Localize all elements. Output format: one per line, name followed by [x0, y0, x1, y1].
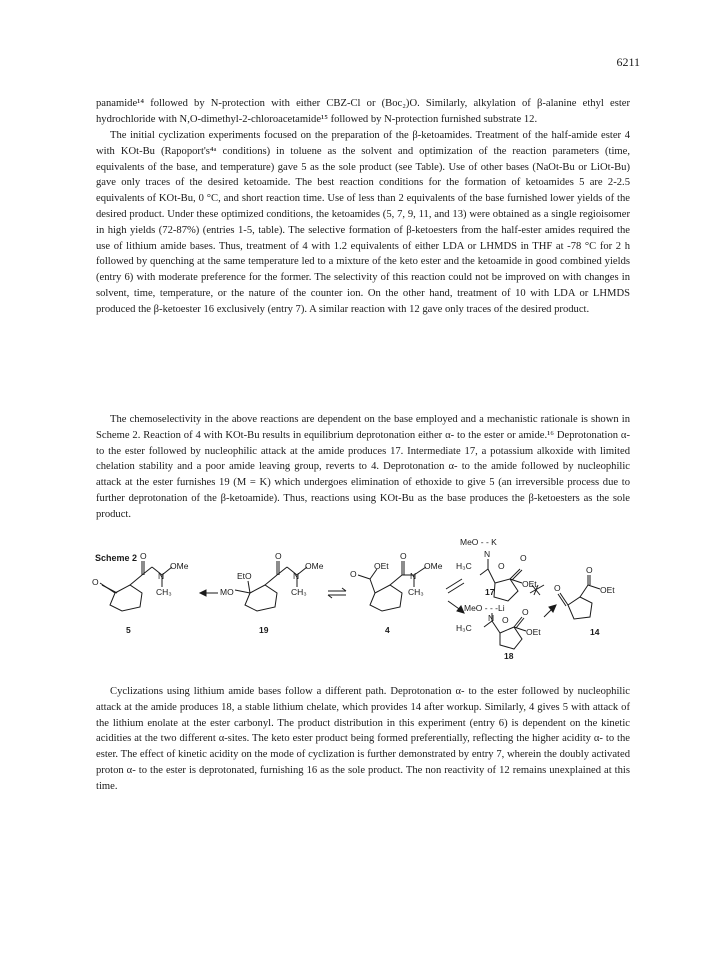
atom-label: O — [92, 577, 99, 587]
paragraph-2: The initial cyclization experiments focused on the preparation of the β-ketoamides. Treatment of the half-amide ester 4 with KOt-Bu (Rapoport's⁴ᵃ conditions) in toluene as the solvent and optimization of the reaction parameters (time, equivalents of the base, and temperature) gave 5 as the sole product (see Table). Use of other bases (NaOt-Bu or LiOt-Bu) gave only traces of the desired ketoamide. The best reaction conditions for the formation of ketoamides 5 are 2-2.5 equivalents of KOt-Bu, 0 °C, and short reaction time. Use of less than 2 equivalents of the base furnished lower yields of the desired product. Under these optimized conditions, the ketoamides (5, 7, 9, 11, and 13) were obtained as a single regioisomer in high yields (72-87%) (entries 1-5, table). The selective formation of β-ketoesters from the half-ester amides required the use of lithium amide bases. Thus, treatment of 4 with 1.2 equivalents of either LDA or LHMDS in THF at -78 °C for 2 h followed by quenching at the same temperature led to a mixture of the keto ester and the ketoamide in good combined yields (entry 6) with moderate preference for the former. The selectivity of this reaction could not be improved on with changes in solvent, time, temperature, or the nature of the counter ion. On the other hand, treatment of 10 with LDA or LHMDS produced the β-ketoester 16 exclusively (entry 7). A similar reaction with 12 gave only traces of the desired product. — [96, 130, 630, 315]
atom-label: EtO — [237, 571, 252, 581]
atom-label: O — [502, 615, 509, 625]
atom-label: N — [293, 571, 300, 581]
atom-label: MeO - - -Li — [464, 603, 505, 613]
atom-label: CH₃ — [408, 587, 424, 597]
atom-label: H₃C — [456, 623, 472, 633]
compound-17-structure — [456, 537, 537, 601]
atom-label: N — [484, 549, 491, 559]
atom-label: CH₃ — [291, 587, 307, 597]
compound-19-structure — [220, 551, 324, 635]
atom-label: OEt — [522, 579, 537, 589]
compound-number: 5 — [126, 625, 131, 635]
paragraph-3: The chemoselectivity in the above reactions are dependent on the base employed and a mechanistic rationale is shown in Scheme 2. Reaction of 4 with KOt-Bu results in equilibrium deprotonation either α- to the ester or amide.¹⁶ Deprotonation α- to the ester followed by nucleophilic attack at the amide produces 17. Intermediate 17, a potassium alkoxide with limited chelation stability and a poor amide leaving group, reverts to 4. Deprotonation α- to the amide followed by nucleophilic attack at the ester furnishes 19 (M = K) which undergoes elimination of ethoxide to give 5 (an irreversible process due to further deprotonation of the β-ketoamide). Thus, reactions using KOt-Bu as the base produces the β-ketoesters as the sole product. — [96, 414, 630, 520]
paragraph-1: panamide¹⁴ followed by N-protection with either CBZ-Cl or (Boc₂)O. Similarly, alkylation of β-alanine ethyl ester hydrochloride with N,O-dimethyl-2-chloroacetamide¹⁵ followed by N-protection furnished substrate 12. — [96, 98, 630, 125]
atom-label: OMe — [305, 561, 324, 571]
atom-label: N — [488, 613, 495, 623]
atom-label: OMe — [424, 561, 443, 571]
paragraph-4: Cyclizations using lithium amide bases follow a different path. Deprotonation α- to the ester followed by nucleophilic attack at the amide produces 18, a stable lithium chelate, which provides 14 after workup. Similarly, 4 gives 5 with attack of the lithium enolate at the ester carbonyl. The product distribution in this experiment (entry 6) is dependent on the kinetic acidities at the two different α-sites. The keto ester product being formed preferentially, reflecting the higher acidity α- to the ester. The effect of kinetic acidity on the mode of cyclization is further demonstrated by entry 7, wherein the doubly activated proton α- to the ester is deprotonated, furnishing 16 as the sole product. The non reactivity of 12 remains unexplained at this time. — [96, 686, 630, 792]
atom-label: OMe — [170, 561, 189, 571]
atom-label: CH₃ — [156, 587, 172, 597]
compound-number: 19 — [259, 625, 269, 635]
compound-5-structure — [92, 551, 189, 635]
atom-label: O — [520, 553, 527, 563]
scheme-label: Scheme 2 — [95, 553, 138, 563]
compound-number: 14 — [590, 627, 600, 637]
atom-label: O — [350, 569, 357, 579]
atom-label: OEt — [526, 627, 541, 637]
atom-label: OEt — [374, 561, 389, 571]
atom-label: OEt — [600, 585, 615, 595]
compound-18-structure — [456, 603, 556, 660]
atom-label: MeO - - K — [460, 537, 497, 547]
atom-label: N — [410, 571, 417, 581]
compound-number: 18 — [504, 651, 514, 660]
reaction-arrow — [446, 579, 464, 613]
atom-label: MO — [220, 587, 234, 597]
atom-label: O — [522, 607, 529, 617]
atom-label: O — [498, 561, 505, 571]
page-number: 6211 — [616, 55, 640, 69]
compound-number: 4 — [385, 625, 390, 635]
atom-label: O — [400, 551, 407, 561]
atom-label: O — [554, 583, 561, 593]
reaction-arrow — [200, 590, 218, 596]
compound-number: 17 — [485, 587, 495, 597]
atom-label: O — [275, 551, 282, 561]
atom-label: H₃C — [456, 561, 472, 571]
atom-label: O — [586, 565, 593, 575]
atom-label: N — [158, 571, 165, 581]
compound-4-structure — [350, 551, 443, 635]
scheme-2-diagram — [90, 535, 635, 660]
compound-14-structure — [554, 565, 615, 637]
equilibrium-arrow — [328, 588, 346, 598]
atom-label: O — [140, 551, 147, 561]
